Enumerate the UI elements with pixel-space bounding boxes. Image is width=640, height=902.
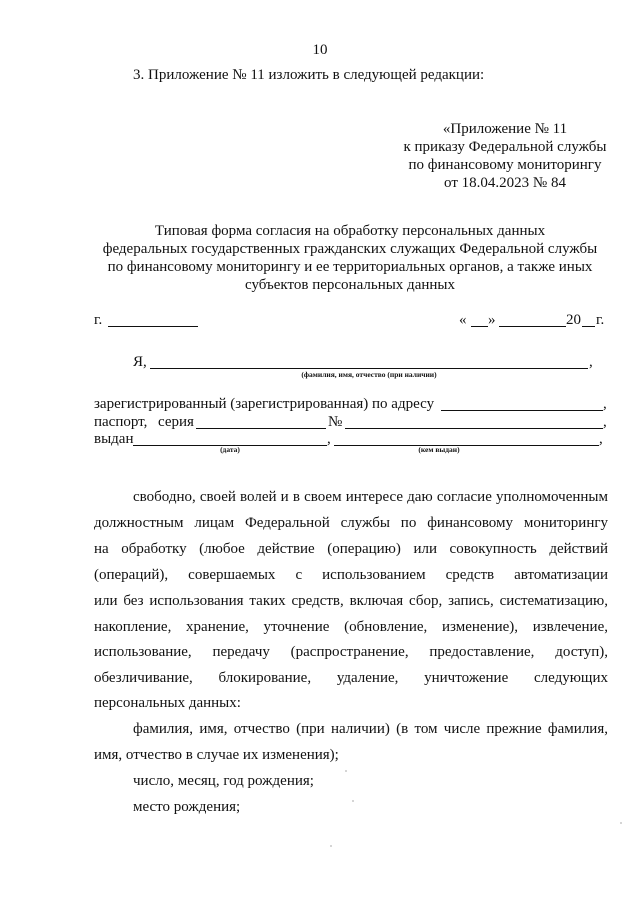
series-label: серия [158,414,194,430]
data-item-fio-continued: имя, отчество в случае их изменения); [94,747,339,763]
registered-address-label: зарегистрированный (зарегистрированная) по адресу [94,396,435,412]
year-suffix: г. [596,312,605,328]
date-quote-open: « [459,312,467,328]
day-field[interactable] [471,326,488,327]
appendix-line-2: к приказу Федеральной службы [403,139,607,155]
consent-line-1: свободно, своей волей и в своем интересе даю согласие уполномоченным [133,489,608,505]
passport-comma: , [603,414,607,430]
number-label: № [328,414,343,430]
data-item-fio: фамилия, имя, отчество (при наличии) (в том числе прежние фамилия, [133,721,608,737]
year-field[interactable] [582,326,595,327]
year-prefix: 20 [566,312,581,328]
amendment-line: 3. Приложение № 11 изложить в следующей редакции: [133,67,485,83]
appendix-line-1: «Приложение № 11 [442,121,568,137]
data-item-birth-date: число, месяц, год рождения; [133,773,314,789]
scan-speck [330,845,332,847]
full-name-caption: (фамилия, имя, отчество (при наличии) [301,370,437,379]
consent-line-3: на обработку (любое действие (операцию) или совокупность действий [94,541,608,557]
consent-line-2: должностным лицам Федеральной службы по финансовому мониторингу [94,515,608,531]
city-field[interactable] [108,326,198,327]
scan-speck [345,770,347,772]
scan-speck [352,800,354,802]
issued-label: выдан [94,431,134,447]
address-field[interactable] [441,410,603,411]
consent-line-4: (операций), совершаемых с использованием средств автоматизации [94,567,608,583]
scan-speck [620,822,622,824]
issue-date-comma: , [327,431,331,447]
consent-line-9: персональных данных: [94,695,241,711]
page-number: 10 [312,42,328,58]
issuer-comma: , [599,431,603,447]
consent-line-8: обезличивание, блокирование, удаление, уничтожение следующих [94,670,608,686]
passport-number-field[interactable] [345,428,603,429]
form-title-line-1: Типовая форма согласия на обработку персональных данных [154,223,546,239]
month-field[interactable] [499,326,566,327]
issue-date-caption: (дата) [220,445,240,454]
appendix-line-3: по финансовому мониторингу [408,157,602,173]
full-name-comma: , [589,354,593,370]
city-prefix: г. [94,312,103,328]
form-title-line-2: федеральных государственных гражданских служащих Федеральной службы [102,241,598,257]
consent-line-5: или без использования таких средств, включая сбор, запись, систематизацию, [94,593,608,609]
form-title-line-4: субъектов персональных данных [245,277,455,293]
passport-label: паспорт, [94,414,148,430]
appendix-line-4: от 18.04.2023 № 84 [444,175,566,191]
date-quote-close: » [488,312,496,328]
data-item-birth-place: место рождения; [133,799,241,815]
issuer-caption: (кем выдан) [418,445,460,454]
pronoun-label: Я, [133,354,147,370]
full-name-field[interactable] [150,368,588,369]
address-comma: , [603,396,607,412]
passport-series-field[interactable] [196,428,326,429]
consent-line-6: накопление, хранение, уточнение (обновление, изменение), извлечение, [94,619,608,635]
consent-line-7: использование, передачу (распространение, предоставление, доступ), [94,644,608,660]
form-title-line-3: по финансовому мониторингу и ее территориальных органов, а также иных [107,259,593,275]
